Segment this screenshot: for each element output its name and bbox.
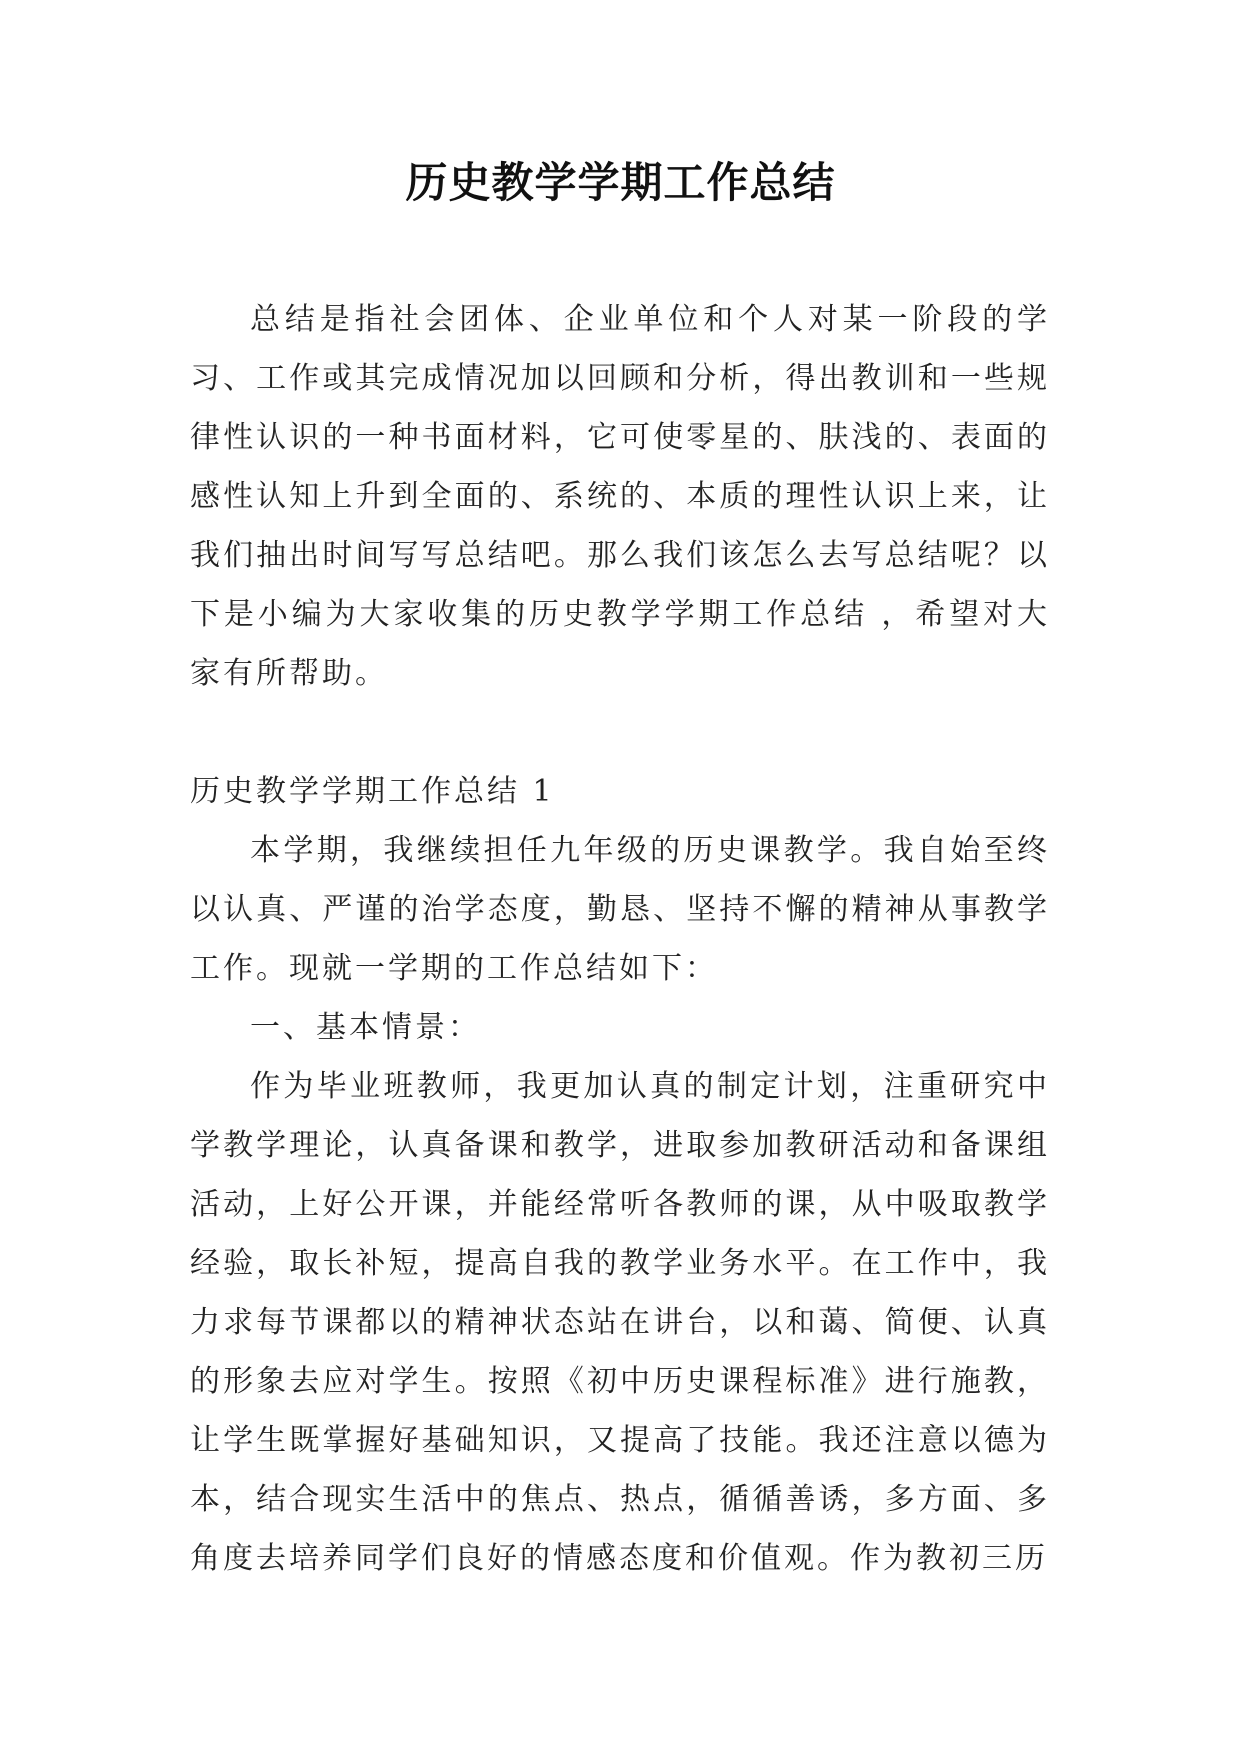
paragraph-spacer — [190, 703, 1050, 762]
document-title: 历史教学学期工作总结 — [405, 158, 836, 207]
document-body — [190, 290, 1050, 1588]
subsection-heading: 一、基本情景： — [250, 1010, 481, 1045]
body-paragraph-2: 作为毕业班教师，我更加认真的制定计划，注重研究中学教学理论，认真备课和教学，进取参加教研活动和备课组活动，上好公开课，并能经常听各教师的课，从中吸取教学经验，取长补短，提高自我的教学业务水平。在工作中，我力求每节课都以的精神状态站在讲台，以和蔼、简便、认真的形象去应对学生。按照《初中历史课程标准》进行施教，让学生既掌握好基础知识，又提高了技能。我还注意以德为本，结合现实生活中的焦点、热点，循循善诱，多方面、多角度去培养同学们良好的情感态度和价值观。作为教初三历 — [190, 1069, 1050, 1576]
body-paragraph-1: 本学期，我继续担任九年级的历史课教学。我自始至终以认真、严谨的治学态度，勤恳、坚持不懈的精神从事教学工作。现就一学期的工作总结如下： — [190, 833, 1050, 986]
intro-paragraph: 总结是指社会团体、企业单位和个人对某一阶段的学习、工作或其完成情况加以回顾和分析，得出教训和一些规律性认识的一种书面材料，它可使零星的、肤浅的、表面的感性认知上升到全面的、系统的、本质的理性认识上来，让我们抽出时间写写总结吧。那么我们该怎么去写总结呢？以下是小编为大家收集的历史教学学期工作总结 ，希望对大家有所帮助。 — [190, 302, 1050, 691]
section-heading: 历史教学学期工作总结 1 — [190, 774, 555, 809]
